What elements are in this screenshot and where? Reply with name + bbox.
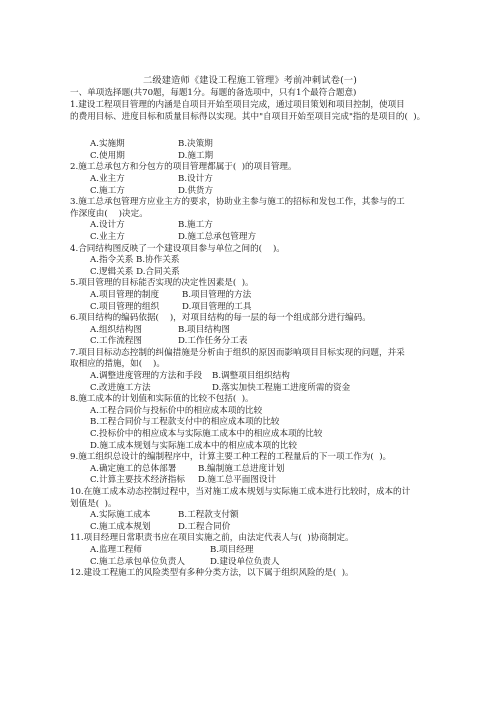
question-stem-line: 7.项目目标动态控制的纠偏措施是分析由于组织的原因而影响项目目标实现的问题，并采 (70, 347, 405, 358)
question-stem-line: 取相应的措施，如( )。 (70, 359, 165, 370)
spacer (70, 123, 480, 139)
answer-option: A.项目管理的制度 (90, 289, 160, 300)
option-row (90, 510, 480, 522)
answer-option: A.确定施工的总体部署 (90, 463, 177, 474)
question-8 (70, 394, 480, 452)
section-heading: 一、单项选择题(共70题，每题1分。每题的备选项中，只有1个最符合题意) (70, 88, 357, 98)
option-group (70, 220, 480, 243)
answer-option: A.调整进度管理的方法和手段 (90, 371, 203, 382)
answer-option: C.工作流程图 (90, 336, 142, 347)
answer-option: B.设计方 (178, 173, 213, 184)
option-row (90, 290, 480, 302)
question-12 (70, 568, 480, 580)
question-10 (70, 487, 480, 533)
question-stem-line: 的费用目标、进度目标和质量目标得以实现。其中"自项目开始至项目完成"指的是项目的( )。 (70, 111, 426, 122)
answer-option: A.设计方 (90, 220, 125, 231)
option-row (90, 417, 480, 429)
answer-option: B.调整项目组织结构 (212, 371, 290, 382)
answer-option: C.使用期 (90, 150, 125, 161)
option-row (90, 475, 480, 487)
answer-option: A.实施期 (90, 139, 125, 150)
answer-option: A.工程合同价与投标价中的相应成本项的比较 (90, 405, 263, 416)
answer-option: D.落实加快工程施工进度所需的资金 (212, 382, 351, 393)
option-row (90, 441, 480, 453)
question-stem-line: 10.在施工成本动态控制过程中，当对施工成本规划与实际施工成本进行比较时，成本的计 (70, 487, 411, 497)
question-stem-line: 6.项目结构的编码依据( )，对项目结构的每一层的每一个组成部分进行编码。 (70, 313, 371, 324)
answer-option: B.决策期 (178, 139, 213, 150)
answer-option: D.建设单位负责人 (210, 556, 280, 567)
answer-option: C.改进施工方法 (90, 382, 151, 393)
answer-option: C.计算主要技术经济指标 (90, 475, 185, 486)
question-3 (70, 197, 480, 243)
question-stem-line: 5.项目管理的目标能否实现的决定性因素是( )。 (70, 278, 254, 289)
option-group (70, 325, 480, 348)
answer-option: D.项目管理的工具 (182, 301, 252, 312)
option-row (90, 557, 480, 569)
answer-option: B.施工方 (178, 220, 213, 231)
question-5 (70, 278, 480, 313)
question-stem-line: 11.项目经理日常职责书应在项目实施之前，由法定代表人与( )协商制定。 (70, 533, 354, 544)
answer-option: D.施工成本规划与实际施工成本中的相应成本项的比较 (90, 440, 297, 451)
answer-option: A.实际施工成本 (90, 510, 151, 521)
option-row (90, 232, 480, 244)
answer-option: B.项目结构图 (178, 324, 231, 335)
option-group (70, 255, 480, 278)
question-stem-line: 9.施工组织总设计的编制程序中，计算主要工种工程的工程量后的下一项工作为( )。 (70, 452, 392, 463)
option-group (70, 464, 480, 487)
option-group (70, 174, 480, 197)
option-row (90, 371, 480, 383)
question-stem-line: 4.合同结构图反映了一个建设项目参与单位之间的( )。 (70, 243, 285, 254)
answer-option: C.业主方 (90, 231, 125, 242)
question-11 (70, 533, 480, 568)
answer-option: C.投标价中的相应成本与实际施工成本中的相应成本项的比较 (90, 429, 323, 440)
question-list (70, 100, 480, 580)
answer-option: C.施工方 (90, 185, 125, 196)
question-stem-line: 1.建设工程项目管理的内涵是自项目开始至项目完成，通过项目策划和项目控制，使项目 (70, 100, 405, 110)
answer-option: A.指令关系 B.协作关系 (90, 255, 180, 266)
answer-option: D.供货方 (178, 185, 214, 196)
answer-option: D.施工总平面图设计 (198, 475, 277, 486)
option-row (90, 174, 480, 186)
option-row (90, 325, 480, 337)
option-row (90, 302, 480, 314)
question-9 (70, 452, 480, 487)
answer-option: A.监理工程师 (90, 544, 142, 555)
question-stem-line: 划值是( )。 (70, 498, 117, 509)
option-row (90, 522, 480, 534)
option-group (70, 290, 480, 313)
option-row (90, 220, 480, 232)
answer-option: D.工程合同价 (178, 521, 231, 532)
option-row (90, 267, 480, 279)
option-row (90, 545, 480, 557)
answer-option: B.工程合同价与工程款支付中的相应成本项的比较 (90, 417, 280, 428)
question-stem-line: 2.施工总承包方和分包方的项目管理都属于( )的项目管理。 (70, 162, 297, 173)
option-group (70, 406, 480, 452)
option-row (90, 429, 480, 441)
option-group (70, 545, 480, 568)
answer-option: C.施工成本规划 (90, 521, 151, 532)
option-row (90, 151, 480, 163)
question-stem-line: 3.施工总承包管理方应业主方的要求，协助业主参与施工的招标和发包工作，其参与的工 (70, 197, 405, 208)
answer-option: D.工作任务分工表 (178, 336, 248, 347)
answer-option: A.业主方 (90, 173, 125, 184)
answer-option: B.项目管理的方法 (182, 289, 252, 300)
question-stem-line: 作深度由( )决定。 (70, 208, 148, 219)
question-2 (70, 162, 480, 197)
option-group (70, 510, 480, 533)
question-stem-line: 8.施工成本的计划值和实际值的比较不包括( )。 (70, 394, 254, 405)
answer-option: C.施工总承包单位负责人 (90, 556, 185, 567)
option-row (90, 406, 480, 418)
option-group (70, 371, 480, 394)
answer-option: B.工程款支付额 (178, 510, 239, 521)
option-row (90, 383, 480, 395)
answer-option: B.项目经理 (210, 544, 254, 555)
question-6 (70, 313, 480, 348)
question-4 (70, 244, 480, 279)
option-group (70, 139, 480, 162)
exam-title: 二级建造师《建设工程施工管理》考前冲刺试卷(一) (142, 75, 358, 86)
option-row (90, 186, 480, 198)
answer-option: C.逻辑关系 D.合同关系 (90, 266, 180, 277)
answer-option: C.项目管理的组织 (90, 301, 160, 312)
option-row (90, 139, 480, 151)
option-row (90, 464, 480, 476)
answer-option: B.编制施工总进度计划 (198, 463, 285, 474)
answer-option: A.组织结构图 (90, 324, 142, 335)
answer-option: D.施工总承包管理方 (178, 231, 257, 242)
question-7 (70, 348, 480, 394)
answer-option: D.施工期 (178, 150, 214, 161)
question-stem-line: 12.建设工程施工的风险类型有多种分类方法，以下属于组织风险的是( )。 (70, 568, 354, 579)
option-row (90, 255, 480, 267)
question-1 (70, 100, 480, 162)
option-row (90, 336, 480, 348)
